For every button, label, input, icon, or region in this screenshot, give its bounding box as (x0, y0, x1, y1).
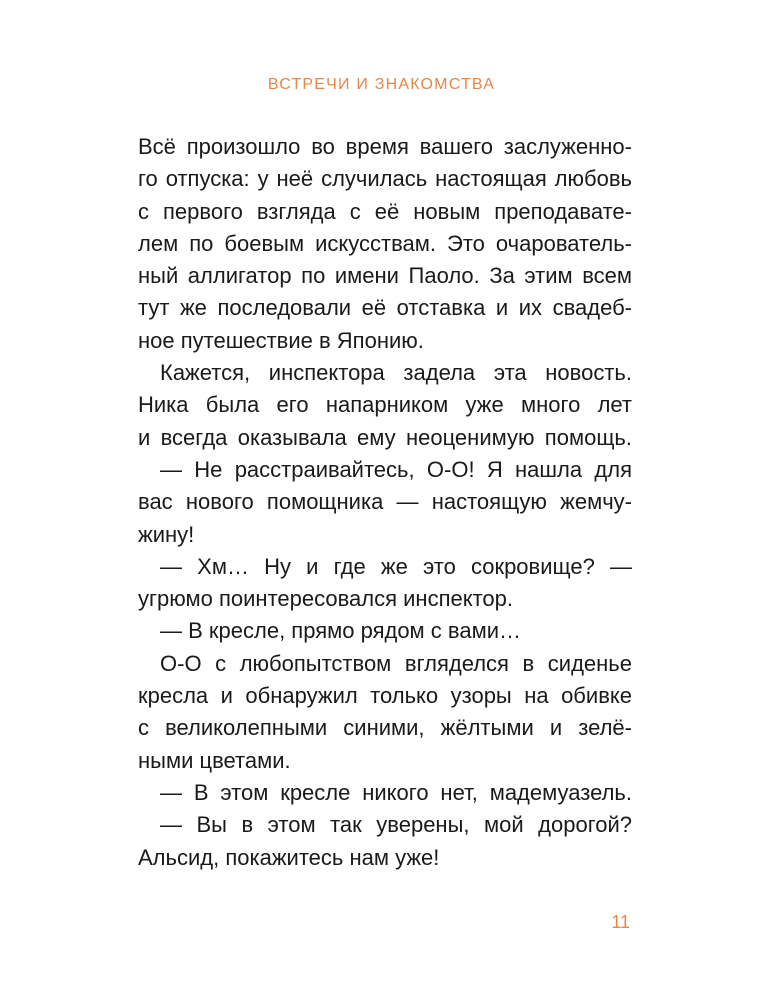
body-text (138, 131, 632, 874)
text-line: Альсид, покажитесь нам уже! (138, 844, 440, 870)
text-line: го отпуска: у неё случилась настоящая любовь (138, 166, 632, 192)
text-line: лем по боевым искусствам. Это очарователь- (138, 230, 632, 256)
text-line: и всегда оказывала ему неоценимую помощь. (138, 424, 632, 450)
text-line: ный аллигатор по имени Паоло. За этим всем (138, 263, 632, 289)
text-line: ное путешествие в Японию. (138, 327, 424, 353)
text-line: жину! (138, 521, 195, 547)
text-line: О-О с любопытством вгляделся в сиденье (160, 650, 632, 676)
text-line: Кажется, инспектора задела эта новость. (160, 360, 632, 386)
text-line: — В этом кресле никого нет, мадемуазель. (160, 779, 632, 805)
text-line: — Не расстраивайтесь, О-О! Я нашла для (160, 456, 632, 482)
page-number: 11 (611, 912, 630, 932)
text-line: кресла и обнаружил только узоры на обивке (138, 683, 632, 709)
text-line: ными цветами. (138, 747, 291, 773)
text-line: — Вы в этом так уверены, мой дорогой? (160, 812, 632, 838)
text-line: с великолепными синими, жёлтыми и зелё- (138, 715, 632, 741)
text-line: Ника была его напарником уже много лет (138, 392, 632, 418)
text-line: — Хм… Ну и где же это сокровище? — (160, 553, 632, 579)
text-line: угрюмо поинтересовался инспектор. (138, 586, 513, 612)
text-line: с первого взгляда с её новым преподавате- (138, 198, 632, 224)
running-header: ВСТРЕЧИ И ЗНАКОМСТВА (267, 76, 496, 93)
text-line: вас нового помощника — настоящую жемчу- (138, 489, 632, 515)
text-line: тут же последовали её отставка и их свадеб- (138, 295, 632, 321)
text-line: Всё произошло во время вашего заслуженно- (138, 134, 632, 159)
text-line: — В кресле, прямо рядом с вами… (160, 618, 521, 644)
